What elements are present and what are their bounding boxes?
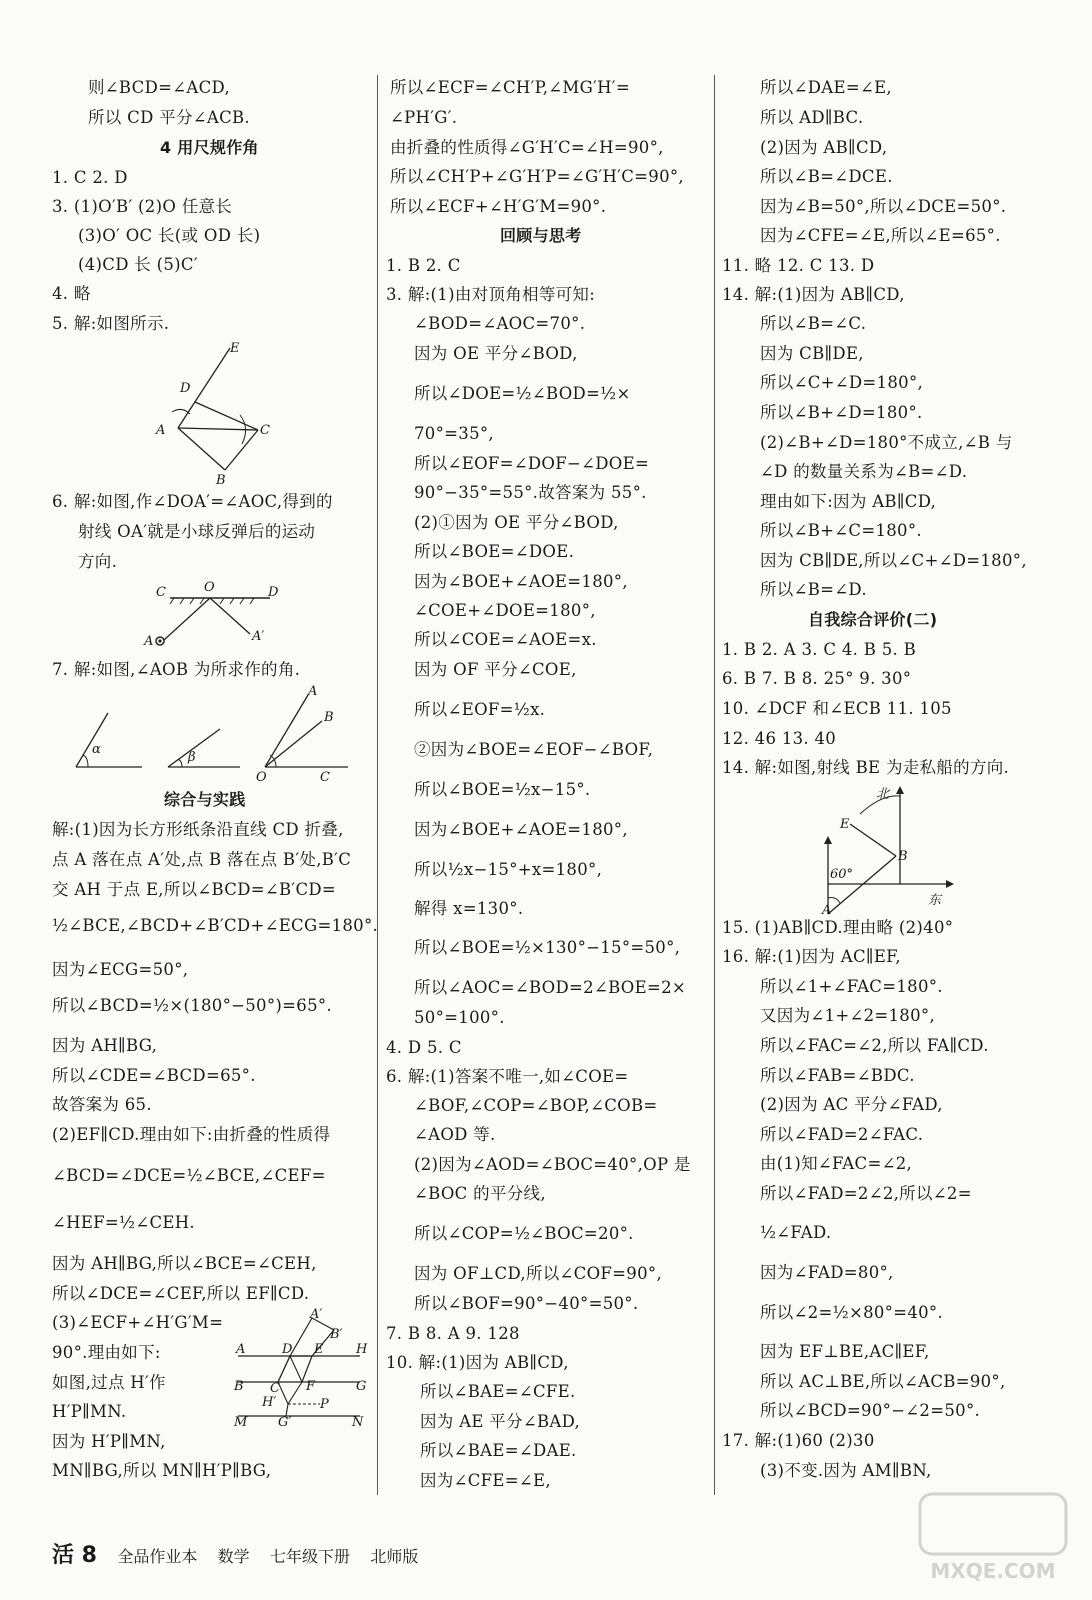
answer-line: 所以∠CH′P+∠G′H′P=∠G′H′C=90°, <box>390 167 684 186</box>
answer-line: 所以∠B=∠D. <box>760 580 867 599</box>
edition: 北师版 <box>370 1547 419 1566</box>
answer-line: 3. (1)O′B′ (2)O 任意长 <box>52 197 233 216</box>
answer-line: 所以∠COP=½∠BOC=20°. <box>414 1224 634 1243</box>
answer-line: 17. 解:(1)60 (2)30 <box>722 1431 875 1450</box>
answer-line: 所以½x−15°+x=180°, <box>414 860 603 879</box>
answer-line: 3. 解:(1)由对顶角相等可知: <box>386 285 596 304</box>
watermark-logo <box>918 1490 1068 1585</box>
answer-line: (4)CD 长 (5)C′ <box>78 255 198 274</box>
fold-label-5: H <box>356 1342 368 1357</box>
fold-label-1: B′ <box>330 1327 343 1342</box>
answer-line: 射线 OA′就是小球反弹后的运动 <box>78 522 316 541</box>
answer-line: 因为∠CFE=∠E, <box>420 1471 551 1490</box>
answer-line: 因为∠FAD=80°, <box>760 1263 894 1282</box>
answer-line: ∠BOC 的平分线, <box>414 1184 546 1203</box>
answer-line: 因为∠BOE+∠AOE=180°, <box>414 572 628 591</box>
fold-label-2: A <box>236 1342 246 1357</box>
fig5-label-2: A <box>156 423 166 438</box>
grade: 七年级下册 <box>270 1547 351 1566</box>
answer-line: 方向. <box>78 552 118 571</box>
answer-line: ½∠BCE,∠BCD+∠B′CD+∠ECG=180°. <box>52 916 379 935</box>
fig7-label-5: β <box>188 750 196 765</box>
book-title: 全品作业本 <box>117 1547 198 1566</box>
section-heading: 回顾与思考 <box>500 226 582 245</box>
answer-line: H′P∥MN. <box>52 1402 127 1421</box>
fig6-label-2: D <box>268 585 279 600</box>
fold-label-3: D <box>282 1342 293 1357</box>
answer-line: 解得 x=130°. <box>414 899 524 918</box>
answer-line: 所以 CD 平分∠ACB. <box>88 108 250 127</box>
answer-line: (2)EF∥CD.理由如下:由折叠的性质得 <box>52 1125 331 1144</box>
fig5-label-3: C <box>260 423 270 438</box>
answer-line: ∠BOF,∠COP=∠BOP,∠COB= <box>414 1096 658 1115</box>
answer-line: 所以∠COE=∠AOE=x. <box>414 630 597 649</box>
answer-line: 所以 AD∥BC. <box>760 108 864 127</box>
answer-line: 交 AH 于点 E,所以∠BCD=∠B′CD= <box>52 880 337 899</box>
answer-line: 因为 AH∥BG, <box>52 1036 158 1055</box>
section-heading: 4 用尺规作角 <box>160 138 259 157</box>
answer-line: 所以∠1+∠FAC=180°. <box>760 977 943 996</box>
answer-line: 70°=35°, <box>414 424 494 443</box>
answer-line: (2)①因为 OE 平分∠BOD, <box>414 513 619 532</box>
answer-line: 10. 解:(1)因为 AB∥CD, <box>386 1353 569 1372</box>
answer-line: 15. (1)AB∥CD.理由略 (2)40° <box>722 918 954 937</box>
fig7-label-0: A <box>308 685 318 699</box>
answer-line: (2)因为 AB∥CD, <box>760 138 888 157</box>
answer-line: 因为∠ECG=50°, <box>52 960 189 979</box>
answer-line: 所以∠B+∠D=180°. <box>760 403 923 422</box>
fold-label-8: F <box>306 1379 316 1394</box>
answer-line: 所以∠2=½×80°=40°. <box>760 1303 944 1322</box>
answer-line: 所以∠DOE=½∠BOD=½× <box>414 384 631 403</box>
answer-line: 7. B 8. A 9. 128 <box>386 1324 520 1343</box>
answer-line: 7. 解:如图,∠AOB 为所求作的角. <box>52 660 301 679</box>
answer-line: 所以∠DCE=∠CEF,所以 EF∥CD. <box>52 1284 310 1303</box>
answer-line: 因为 OF 平分∠COE, <box>414 660 577 679</box>
answer-line: MN∥BG,所以 MN∥H′P∥BG, <box>52 1461 272 1480</box>
figure-q6-reflection <box>140 578 280 648</box>
fig6-label-3: A <box>144 634 154 648</box>
fold-label-9: G <box>356 1379 367 1394</box>
answer-line: 所以∠FAC=∠2,所以 FA∥CD. <box>760 1036 989 1055</box>
fig6-label-0: C <box>156 585 166 600</box>
answer-line: 所以∠BAE=∠DAE. <box>420 1441 577 1460</box>
answer-line: 所以∠B+∠C=180°. <box>760 521 922 540</box>
answer-line: 由(1)知∠FAC=∠2, <box>760 1154 913 1173</box>
answer-line: ∠PH′G′. <box>390 108 458 127</box>
answer-line: 50°=100°. <box>414 1008 505 1027</box>
answer-line: 理由如下:因为 AB∥CD, <box>760 492 937 511</box>
fig14-label-3: 60° <box>830 867 854 882</box>
fig5-label-0: E <box>230 341 240 356</box>
figure-folding-strip <box>230 1308 370 1433</box>
fold-label-14: N <box>352 1415 364 1430</box>
fold-label-13: G′ <box>278 1415 292 1430</box>
answer-line: ②因为∠BOE=∠EOF−∠BOF, <box>414 740 654 759</box>
answer-line: 14. 解:如图,射线 BE 为走私船的方向. <box>722 758 1010 777</box>
answer-line: 因为 OF⊥CD,所以∠COF=90°, <box>414 1264 662 1283</box>
answer-line: 因为 AE 平分∠BAD, <box>420 1412 581 1431</box>
answer-line: 所以∠B=∠C. <box>760 314 867 333</box>
fig5-label-4: B <box>216 473 226 485</box>
answer-line: ∠D 的数量关系为∠B=∠D. <box>760 462 968 481</box>
fig6-label-4: A′ <box>252 629 265 644</box>
answer-line: 12. 46 13. 40 <box>722 729 837 748</box>
answer-line: 90°.理由如下: <box>52 1343 161 1362</box>
answer-line: 所以∠CDE=∠BCD=65°. <box>52 1066 256 1085</box>
fold-label-11: P <box>320 1397 329 1412</box>
figure-q7-angles <box>70 685 360 785</box>
answer-line: 因为∠B=50°,所以∠DCE=50°. <box>760 197 1007 216</box>
answer-line: 1. B 2. A 3. C 4. B 5. B <box>722 640 917 659</box>
fold-label-0: A′ <box>310 1308 323 1322</box>
fig14-label-1: E <box>840 817 850 832</box>
answer-line: 所以∠C+∠D=180°, <box>760 373 924 392</box>
answer-line: 1. B 2. C <box>386 256 461 275</box>
fig14-label-5: 东 <box>928 893 942 908</box>
answer-line: ∠BOD=∠AOC=70°. <box>414 314 586 333</box>
answer-line: 故答案为 65. <box>52 1095 152 1114</box>
answer-line: 所以∠EOF=½x. <box>414 700 546 719</box>
answer-line: 因为 OE 平分∠BOD, <box>414 344 578 363</box>
answer-line: 6. 解:如图,作∠DOA′=∠AOC,得到的 <box>52 492 333 511</box>
fold-label-12: M <box>234 1415 248 1430</box>
answer-line: 因为 EF⊥BE,AC∥EF, <box>760 1342 930 1361</box>
watermark-text: MXQE.COM <box>930 1559 1056 1583</box>
answer-line: 11. 略 12. C 13. D <box>722 256 875 275</box>
answer-line: (3)不变.因为 AM∥BN, <box>760 1461 932 1480</box>
answer-line: 90°−35°=55°.故答案为 55°. <box>414 483 647 502</box>
answer-line: 所以 AC⊥BE,所以∠ACB=90°, <box>760 1372 1006 1391</box>
page-label: 活 8 <box>52 1543 97 1568</box>
answer-line: 所以∠BCD=½×(180°−50°)=65°. <box>52 996 332 1015</box>
page-footer <box>52 1538 418 1569</box>
answer-line: ½∠FAD. <box>760 1223 832 1242</box>
answer-line: 所以∠BOE=½×130°−15°=50°, <box>414 938 681 957</box>
answer-line: (2)因为 AC 平分∠FAD, <box>760 1095 943 1114</box>
answer-line: 由折叠的性质得∠G′H′C=∠H=90°, <box>390 138 664 157</box>
answer-line: 因为 CB∥DE, <box>760 344 864 363</box>
fig14-label-2: B <box>898 849 908 864</box>
answer-line: 又因为∠1+∠2=180°, <box>760 1006 935 1025</box>
answer-line: (2)因为∠AOD=∠BOC=40°,OP 是 <box>414 1155 691 1174</box>
figure-q5-construction <box>150 340 290 485</box>
fold-label-10: H′ <box>262 1395 277 1410</box>
fig14-label-0: 北 <box>876 787 890 802</box>
figure-q14-compass <box>818 784 958 916</box>
answer-line: 点 A 落在点 A′处,点 B 落在点 B′处,B′C <box>52 850 352 869</box>
answer-line: 所以∠FAD=2∠2,所以∠2= <box>760 1184 972 1203</box>
answer-line: 16. 解:(1)因为 AC∥EF, <box>722 947 901 966</box>
fig5-label-1: D <box>180 381 191 396</box>
answer-line: 4. 略 <box>52 284 91 303</box>
answer-line: 解:(1)因为长方形纸条沿直线 CD 折叠, <box>52 820 344 839</box>
fig6-label-1: O <box>204 580 215 595</box>
answer-line: 所以∠FAD=2∠FAC. <box>760 1125 924 1144</box>
section-heading: 综合与实践 <box>164 790 246 809</box>
answer-line: (2)∠B+∠D=180°不成立,∠B 与 <box>760 433 1013 452</box>
answer-line: 5. 解:如图所示. <box>52 314 170 333</box>
answer-line: 因为 CB∥DE,所以∠C+∠D=180°, <box>760 551 1027 570</box>
answer-line: 所以∠BOF=90°−40°=50°. <box>414 1294 639 1313</box>
answer-line: 因为 AH∥BG,所以∠BCE=∠CEH, <box>52 1254 317 1273</box>
answer-line: 因为∠CFE=∠E,所以∠E=65°. <box>760 226 1001 245</box>
answer-line: 10. ∠DCF 和∠ECB 11. 105 <box>722 699 952 718</box>
answer-line: 所以∠BOE=∠DOE. <box>414 542 575 561</box>
answer-line: 所以∠ECF+∠H′G′M=90°. <box>390 197 607 216</box>
fig7-label-3: C <box>320 770 330 785</box>
answer-line: 则∠BCD=∠ACD, <box>88 78 230 97</box>
section-heading: 自我综合评价(二) <box>808 610 938 629</box>
answer-line: 所以∠AOC=∠BOD=2∠BOE=2× <box>414 978 687 997</box>
answer-line: 因为∠BOE+∠AOE=180°, <box>414 820 628 839</box>
answer-line: 1. C 2. D <box>52 168 128 187</box>
subject: 数学 <box>217 1547 250 1566</box>
answer-line: (3)∠ECF+∠H′G′M= <box>52 1313 224 1332</box>
answer-line: 6. 解:(1)答案不唯一,如∠COE= <box>386 1067 629 1086</box>
fold-label-4: E <box>314 1342 324 1357</box>
answer-line: ∠COE+∠DOE=180°, <box>414 601 596 620</box>
answer-line: 所以∠FAB=∠BDC. <box>760 1066 915 1085</box>
fold-label-7: C <box>270 1381 280 1396</box>
fig14-label-4: A <box>822 903 832 916</box>
answer-line: (3)O′ OC 长(或 OD 长) <box>78 226 261 245</box>
answer-line: 14. 解:(1)因为 AB∥CD, <box>722 285 905 304</box>
answer-line: 因为 H′P∥MN, <box>52 1432 166 1451</box>
column-divider-2 <box>714 75 715 1495</box>
answer-line: 所以∠BAE=∠CFE. <box>420 1382 576 1401</box>
column-divider-1 <box>377 75 378 1495</box>
fold-label-6: B <box>234 1379 244 1394</box>
answer-line: 所以∠BOE=½x−15°. <box>414 780 591 799</box>
fig7-label-2: O <box>256 770 267 785</box>
fig7-label-1: B <box>324 710 334 725</box>
fig7-label-4: α <box>92 742 101 757</box>
answer-line: 4. D 5. C <box>386 1038 462 1057</box>
answer-line: 所以∠DAE=∠E, <box>760 78 892 97</box>
answer-line: 所以∠ECF=∠CH′P,∠MG′H′= <box>390 78 630 97</box>
answer-line: 所以∠EOF=∠DOF−∠DOE= <box>414 454 650 473</box>
answer-line: 所以∠BCD=90°−∠2=50°. <box>760 1401 981 1420</box>
answer-line: ∠AOD 等. <box>414 1125 496 1144</box>
answer-line: 6. B 7. B 8. 25° 9. 30° <box>722 669 912 688</box>
answer-line: 所以∠B=∠DCE. <box>760 167 893 186</box>
answer-line: 如图,过点 H′作 <box>52 1373 166 1392</box>
answer-line: ∠BCD=∠DCE=½∠BCE,∠CEF= <box>52 1166 326 1185</box>
answer-line: ∠HEF=½∠CEH. <box>52 1213 195 1232</box>
